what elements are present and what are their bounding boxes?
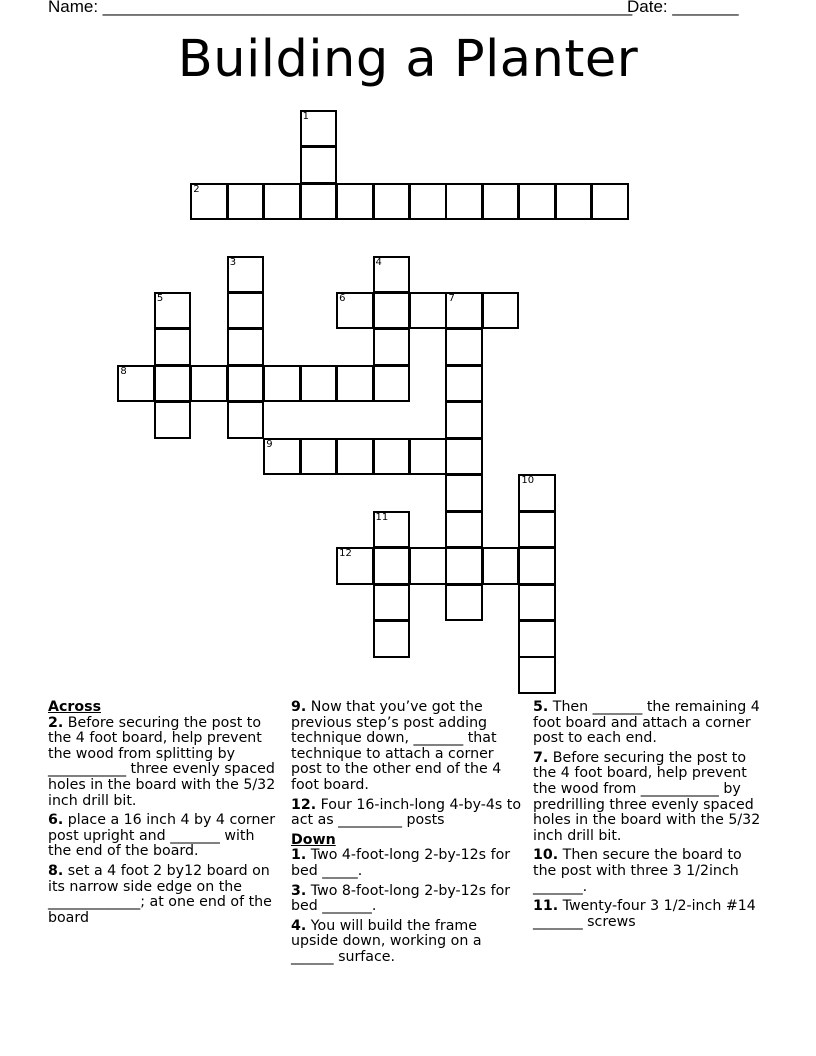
clue-item <box>48 813 280 860</box>
crossword-cell[interactable] <box>336 365 374 403</box>
crossword-cell[interactable] <box>154 328 192 366</box>
clue-item-text: set a 4 foot 2 by12 board on its narrow side edge on the _____________; at one end of the board <box>48 862 272 926</box>
crossword-cell[interactable] <box>445 474 483 512</box>
clue-item <box>533 751 768 845</box>
clue-item <box>291 919 523 966</box>
clue-item <box>48 864 280 926</box>
clue-item-text: Two 4-foot-long 2-by-12s for bed _____. <box>291 847 511 879</box>
across-clue-list-continued <box>291 700 523 829</box>
clue-number: 4 <box>375 256 382 268</box>
crossword-cell[interactable] <box>227 328 265 366</box>
clue-item-text: Then _______ the remaining 4 foot board and attach a corner post to each end. <box>533 699 760 747</box>
clue-item-text: Four 16-inch-long 4-by-4s to act as _________ posts <box>291 796 522 829</box>
crossword-cell[interactable] <box>263 438 301 476</box>
crossword-cell[interactable] <box>518 511 556 549</box>
clue-item-text: You will build the frame upside down, working on a ______ surface. <box>291 917 482 965</box>
crossword-cell[interactable] <box>518 183 556 221</box>
clue-item-number: 10. <box>533 847 559 864</box>
clue-item <box>291 798 523 829</box>
crossword-cell[interactable] <box>445 401 483 439</box>
crossword-cell[interactable] <box>336 438 374 476</box>
clue-item-number: 7. <box>533 749 549 766</box>
crossword-cell[interactable] <box>300 183 338 221</box>
clue-item-number: 12. <box>291 796 317 813</box>
crossword-cell[interactable] <box>300 438 338 476</box>
clue-number: 10 <box>521 475 535 487</box>
clue-item-number: 3. <box>291 882 307 899</box>
clue-number: 5 <box>156 292 164 304</box>
crossword-cell[interactable] <box>482 183 520 221</box>
crossword-cell[interactable] <box>227 256 265 294</box>
crossword-cell[interactable] <box>518 474 556 512</box>
clue-number: 1 <box>302 110 310 122</box>
crossword-cell[interactable] <box>445 511 483 549</box>
clue-item <box>291 884 523 915</box>
clue-item-number: 11. <box>533 898 559 915</box>
crossword-cell[interactable] <box>445 584 483 622</box>
crossword-cell[interactable] <box>482 547 520 585</box>
date-field-line: Date: _______ <box>627 0 739 16</box>
crossword-cell[interactable] <box>154 401 192 439</box>
clue-item-number: 2. <box>48 714 64 731</box>
clue-number: 2 <box>193 183 200 195</box>
crossword-cell[interactable] <box>409 292 447 330</box>
crossword-cell[interactable] <box>263 183 301 221</box>
clue-item-number: 1. <box>291 847 307 864</box>
down-clue-list <box>291 848 523 965</box>
clue-number: 7 <box>448 292 455 304</box>
clue-item-number: 8. <box>48 862 64 879</box>
crossword-cell[interactable] <box>300 365 338 403</box>
clue-item <box>533 848 768 895</box>
crossword-cell[interactable] <box>518 584 556 622</box>
crossword-cell[interactable] <box>227 401 265 439</box>
clue-item-number: 9. <box>291 699 307 715</box>
down-heading: Down <box>291 831 336 848</box>
clue-item-text: Two 8-foot-long 2-by-12s for bed _______. <box>291 882 511 915</box>
across-heading: Across <box>48 699 102 715</box>
crossword-cell[interactable] <box>373 183 411 221</box>
crossword-cell[interactable] <box>227 365 265 403</box>
crossword-cell[interactable] <box>300 110 338 148</box>
crossword-cell[interactable] <box>373 328 411 366</box>
clue-item-number: 6. <box>48 812 64 829</box>
clue-number: 6 <box>339 292 346 304</box>
across-clue-list <box>48 716 280 927</box>
crossword-cell[interactable] <box>373 292 411 330</box>
clue-item-number: 4. <box>291 917 307 934</box>
crossword-cell[interactable] <box>336 183 374 221</box>
crossword-cell[interactable] <box>190 365 228 403</box>
crossword-cell[interactable] <box>336 292 374 330</box>
name-field-line: Name: ________________________________________________________ <box>48 0 633 16</box>
crossword-cell[interactable] <box>518 547 556 585</box>
crossword-cell[interactable] <box>409 438 447 476</box>
crossword-cell[interactable] <box>373 256 411 294</box>
clue-item-text: Then secure the board to the post with three 3 1/2inch _______. <box>533 847 742 895</box>
clue-item <box>533 899 768 930</box>
crossword-cell[interactable] <box>373 547 411 585</box>
page-title: Building a Planter <box>177 30 639 89</box>
crossword-cell[interactable] <box>300 146 338 184</box>
clue-item-number: 5. <box>533 699 549 715</box>
crossword-cell[interactable] <box>591 183 629 221</box>
clue-item <box>291 848 523 879</box>
clues-column-2 <box>291 700 523 970</box>
crossword-cell[interactable] <box>482 292 520 330</box>
clue-item-text: Twenty-four 3 1/2-inch #14 _______ screws <box>533 898 756 930</box>
crossword-cell[interactable] <box>190 183 228 221</box>
crossword-cell[interactable] <box>445 292 483 330</box>
crossword-cell[interactable] <box>445 183 483 221</box>
crossword-cell[interactable] <box>373 365 411 403</box>
crossword-cell[interactable] <box>373 438 411 476</box>
crossword-cell[interactable] <box>227 292 265 330</box>
clues-column-3 <box>533 700 768 934</box>
crossword-cell[interactable] <box>117 365 155 403</box>
crossword-cell[interactable] <box>445 547 483 585</box>
crossword-cell[interactable] <box>445 328 483 366</box>
crossword-cell[interactable] <box>445 438 483 476</box>
clue-item <box>291 700 523 794</box>
crossword-cell[interactable] <box>409 183 447 221</box>
clue-item-text: place a 16 inch 4 by 4 corner post upright and _______ with the end of the board. <box>48 812 276 860</box>
crossword-cell[interactable] <box>555 183 593 221</box>
crossword-cell[interactable] <box>445 365 483 403</box>
clue-number: 8 <box>120 365 127 377</box>
clue-item <box>533 700 768 747</box>
clue-number: 12 <box>339 548 352 560</box>
clue-number: 3 <box>229 256 237 268</box>
clue-number: 9 <box>266 438 273 450</box>
crossword-cell[interactable] <box>154 365 192 403</box>
crossword-cell[interactable] <box>518 656 556 694</box>
clue-item-text: Before securing the post to the 4 foot board, help prevent the wood from ___________ by predrilling three evenly spaced holes in the board with the 5/32 inch drill bit. <box>533 749 761 844</box>
crossword-cell[interactable] <box>518 620 556 658</box>
crossword-cell[interactable] <box>373 511 411 549</box>
clue-item-text: Before securing the post to the 4 foot board, help prevent the wood from splitting by ___________ three evenly spaced holes in the board with the 5/32 inch drill bit. <box>48 714 276 809</box>
crossword-cell[interactable] <box>336 547 374 585</box>
crossword-cell[interactable] <box>263 365 301 403</box>
down-clue-list-continued <box>533 700 768 930</box>
clue-number: 11 <box>375 511 389 523</box>
clue-item <box>48 716 280 810</box>
clue-item-text: Now that you’ve got the previous step’s post adding technique down, _______ that technique to attach a corner post to the other end of the 4 foot board. <box>291 699 502 793</box>
crossword-cell[interactable] <box>373 584 411 622</box>
crossword-cell[interactable] <box>154 292 192 330</box>
crossword-cell[interactable] <box>373 620 411 658</box>
crossword-cell[interactable] <box>227 183 265 221</box>
clues-column-1 <box>48 700 280 930</box>
crossword-cell[interactable] <box>409 547 447 585</box>
